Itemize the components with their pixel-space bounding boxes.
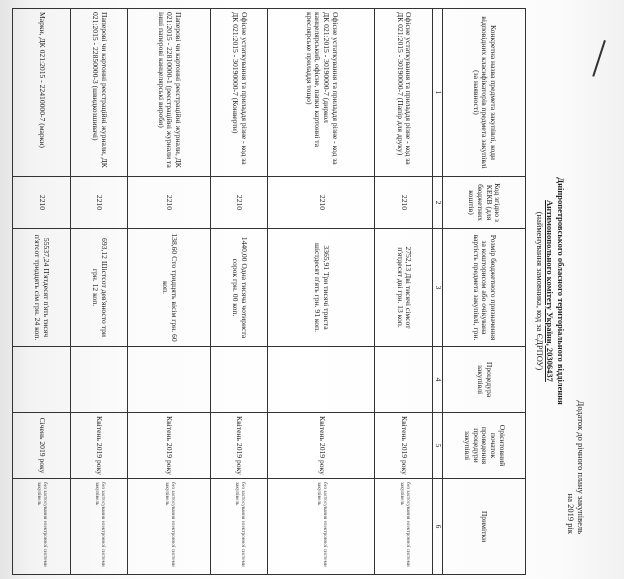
table-row: [210, 9, 268, 575]
start-date: Квітень 2019 року: [128, 413, 210, 479]
column-number: 4: [433, 347, 443, 413]
rotated-document: [6, 8, 586, 574]
start-date: Квітень 2019 року: [268, 413, 375, 479]
amount-cell: [70, 229, 128, 347]
column-number: 2: [433, 177, 443, 229]
amount-cell: [210, 229, 268, 347]
column-header: Процедура закупівлі: [443, 347, 526, 413]
kekv-code: 2210: [375, 177, 433, 229]
column-number: 3: [433, 229, 443, 347]
item-name: Паперові чи картонні реєстраційні журнали, ДК 021:2015 - 22810000-1 (реєстраційні журнали та інші паперові канцелярські вироби): [128, 9, 210, 177]
amount-words: П'ятдесят п'ять тисяч п'ятсот тридцять сім грн. 24 коп.: [33, 234, 52, 341]
item-name: Марки, ДК 021:2015 - 22410000-7 (марки): [13, 9, 71, 177]
amount-value: 2752,13: [404, 246, 414, 272]
organization-caption: (найменування замовника, код за ЄДРПОУ): [535, 211, 546, 371]
procedure: [13, 347, 71, 413]
amount-cell: [268, 229, 375, 347]
note: без застосування електронної системи закупівель: [13, 479, 71, 575]
column-header: Код згідно з КЕКВ (для бюджетних коштів): [443, 177, 526, 229]
column-header: Розмір бюджетного призначення за кошторисом або очікувана вартість предмета закупівлі, грн.: [443, 229, 526, 347]
start-date: Січень 2019 року: [13, 413, 71, 479]
note: без застосування електронної системи закупівель: [210, 479, 268, 575]
procedure: [70, 347, 128, 413]
annex-title: Додаток до річного плану закупівель: [576, 400, 586, 534]
column-header: Орієнтовний початок проведення процедури закупівлі: [443, 413, 526, 479]
table-row: [375, 9, 433, 575]
item-name: Офісне устаткування та приладдя різне - код за ДК 021:2015 - 30190000-7 (Конверти): [210, 9, 268, 177]
procedure: [210, 347, 268, 413]
amount-words: Сто тридцять вісім грн. 60 коп.: [161, 256, 179, 342]
column-number-row: [433, 9, 443, 575]
amount-cell: [375, 229, 433, 347]
amount-cell: [128, 229, 210, 347]
amount-cell: [13, 229, 71, 347]
amount-value: 55537,24: [42, 237, 52, 267]
procurement-table: [12, 8, 526, 575]
item-name: Офісне устаткування та приладдя різне - код за ДК 021:2015 - 30190000-7 (Папір для друку): [375, 9, 433, 177]
amount-value: 3365,91: [322, 245, 332, 271]
amount-words: Одна тисяча чотириста сорок грн. 00 коп.: [231, 258, 249, 339]
kekv-code: 2210: [210, 177, 268, 229]
procedure: [375, 347, 433, 413]
start-date: Квітень 2019 року: [210, 413, 268, 479]
table-header-row: [443, 9, 526, 575]
column-number: 6: [433, 479, 443, 575]
table-row: [128, 9, 210, 575]
note: без застосування електронної системи закупівель: [375, 479, 433, 575]
column-number: 5: [433, 413, 443, 479]
table-row: [70, 9, 128, 575]
item-name: Офісне устаткування та приладдя різне - код за ДК 021:2015 - 30190000-7 (диркол канцелярський, офісне, папки картонні та креслярське приладдя тощо): [268, 9, 375, 177]
table-row: [268, 9, 375, 575]
start-date: Квітень 2019 року: [70, 413, 128, 479]
start-date: Квітень 2019 року: [375, 413, 433, 479]
plan-year: на 2019 рік: [565, 493, 576, 534]
amount-value: 138,60: [169, 233, 179, 255]
document-header: [526, 8, 586, 574]
organization-code: Антимонопольного комітету України, 20306437: [545, 200, 556, 382]
amount-words: Дві тисячі сімсот п'ятдесят дві грн. 13 коп.: [395, 247, 414, 329]
column-number: 1: [433, 9, 443, 177]
kekv-code: 2210: [268, 177, 375, 229]
amount-words: Шістсот дев'яносто три грн. 12 коп.: [91, 260, 109, 337]
note: без застосування електронної системи закупівель: [268, 479, 375, 575]
column-header: Конкретна назва предмета закупівлі, коди відповідних класифікаторів предмета закупівлі (за наявності): [443, 9, 526, 177]
amount-value: 1440,00: [239, 236, 249, 262]
kekv-code: 2210: [128, 177, 210, 229]
column-header: Примітки: [443, 479, 526, 575]
procedure: [268, 347, 375, 413]
table-row: [13, 9, 71, 575]
kekv-code: 2210: [13, 177, 71, 229]
amount-value: 693,12: [99, 238, 109, 259]
organization-name: Дніпропетровського обласного територіального відділення: [555, 177, 566, 405]
note: без застосування електронної системи закупівель: [128, 479, 210, 575]
procedure: [128, 347, 210, 413]
amount-words: Три тисячі триста шістдесят п'ять грн. 91 коп.: [313, 243, 332, 332]
note: без застосування електронної системи закупівель: [70, 479, 128, 575]
kekv-code: 2210: [70, 177, 128, 229]
item-name: Паперові чи картонні реєстраційні журнали, ДК 021:2015 - 22850000-3 (швидкозшивачі): [70, 9, 128, 177]
